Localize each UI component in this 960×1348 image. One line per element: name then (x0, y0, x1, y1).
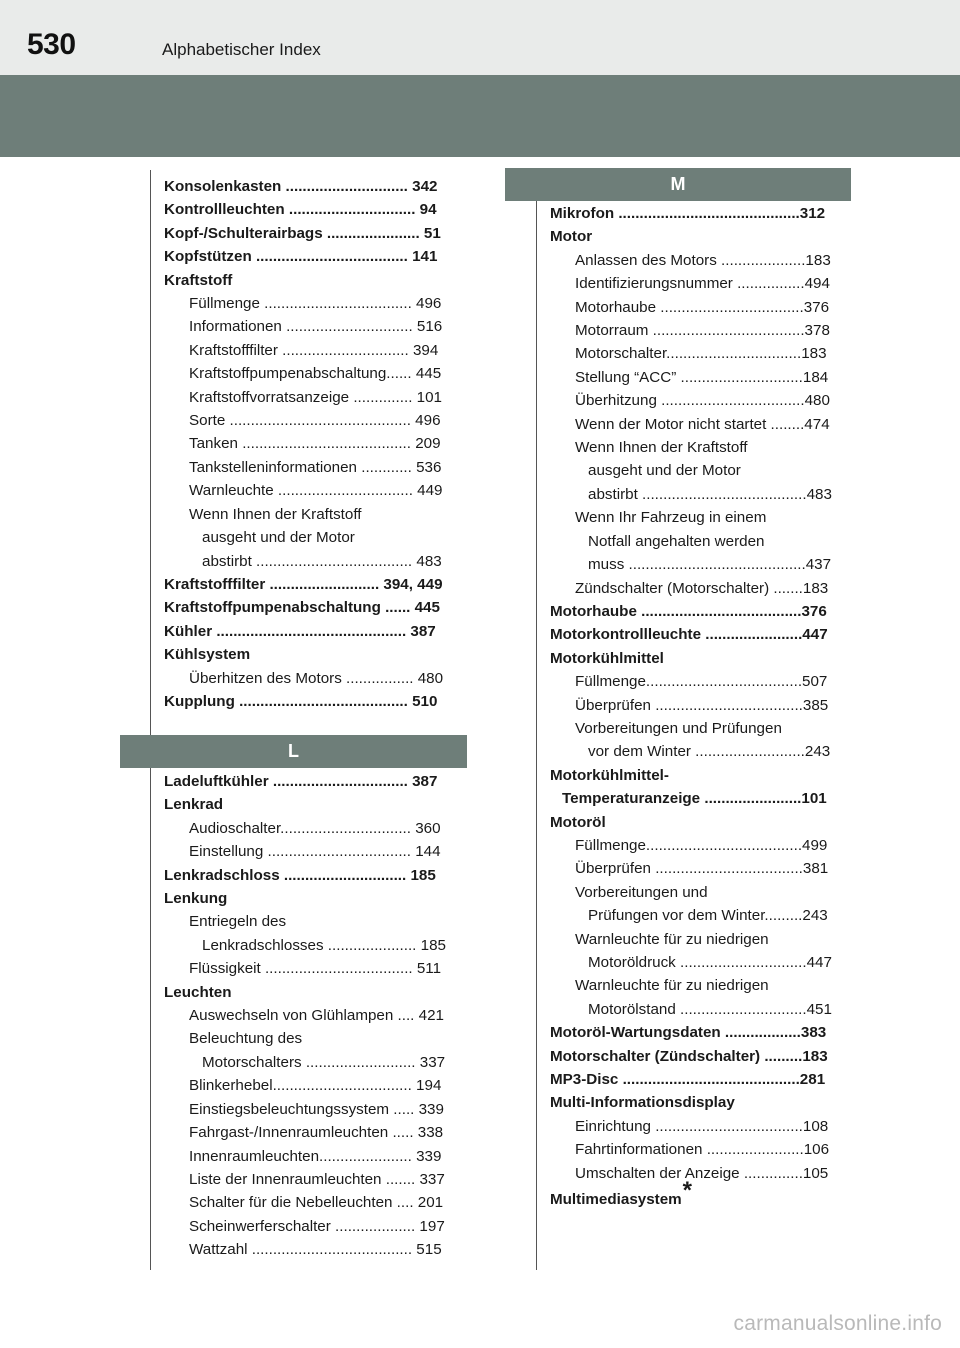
index-entry-text: abstirbt .......................................483 (588, 485, 832, 503)
index-entry-text: Schalter für die Nebelleuchten .... 201 (189, 1194, 444, 1212)
index-entry-sub (164, 1145, 467, 1168)
index-entry-sub (164, 957, 467, 980)
index-column-right (550, 202, 853, 1211)
index-entry-sub (550, 881, 853, 904)
index-entry-text: Notfall angehalten werden (588, 532, 765, 550)
index-entry-main (550, 787, 853, 810)
index-entry-text: MP3-Disc ..........................................281 (550, 1071, 826, 1089)
index-entry-main (550, 202, 853, 225)
index-entry-sub (164, 934, 467, 957)
index-entry-sub (164, 315, 467, 338)
index-entry-text: Vorbereitungen und (575, 883, 708, 901)
index-entry-text: Temperaturanzeige .......................101 (562, 790, 827, 808)
index-entry-sub (550, 436, 853, 459)
index-entry-main (164, 175, 467, 198)
index-entry-sub (550, 530, 853, 553)
index-entry-text: Tankstelleninformationen ............ 536 (189, 458, 442, 476)
index-entry-main (164, 643, 467, 666)
index-entry-text: Tanken ........................................ 209 (189, 435, 441, 453)
index-entry-text: Motorkühlmittel- (550, 766, 669, 784)
index-entry-text: Konsolenkasten ............................. 342 (164, 178, 438, 195)
index-entry-text: Mikrofon ...........................................312 (550, 205, 826, 222)
index-entry-text: Audioschalter............................... 360 (189, 819, 441, 837)
index-column-left-l (164, 770, 467, 1262)
index-entry-text: Auswechseln von Glühlampen .... 421 (189, 1007, 444, 1025)
index-entry-sub (164, 550, 467, 573)
index-entry-text: Kraftstofffilter .......................... 394, 449 (164, 575, 443, 593)
index-entry-text: Warnleuchte ................................ 449 (189, 482, 443, 500)
index-entry-text: Wattzahl ...................................... 515 (189, 1241, 442, 1259)
index-entry-sub (164, 386, 467, 409)
asterisk-note: * (682, 1177, 693, 1205)
section-letter-l: L (120, 735, 467, 768)
index-entry-text: Fahrtinformationen .......................106 (575, 1141, 830, 1159)
index-entry-main (550, 811, 853, 834)
index-entry-sub (164, 339, 467, 362)
index-entry-text: Flüssigkeit ................................... 511 (189, 960, 442, 978)
index-entry-text: Vorbereitungen und Prüfungen (575, 719, 782, 737)
index-entry-text: Motoröl (550, 813, 606, 831)
index-entry-sub (550, 319, 853, 342)
index-entry-main (550, 1091, 853, 1114)
watermark: carmanualsonline.info (733, 1312, 942, 1335)
index-column-left (164, 175, 467, 713)
index-entry-main (164, 269, 467, 292)
index-entry-text: Füllmenge ................................... 496 (189, 295, 442, 313)
right-divider (536, 170, 537, 1270)
index-entry-main (164, 596, 467, 619)
index-entry-text: Motorkühlmittel (550, 649, 664, 667)
index-entry-sub (550, 389, 853, 412)
index-entry-sub (550, 740, 853, 763)
index-entry-text: Kühlsystem (164, 646, 251, 664)
index-entry-main (550, 1045, 853, 1068)
index-entry-text: Lenkrad (164, 796, 224, 814)
index-entry-text: Wenn Ihnen der Kraftstoff (189, 505, 362, 523)
index-entry-main (164, 770, 467, 793)
index-entry-text: Wenn Ihnen der Kraftstoff (575, 439, 748, 457)
page-number: 530 (27, 28, 76, 61)
index-entry-text: Kontrollleuchten .............................. 94 (164, 201, 437, 219)
index-entry-text: Überhitzung ..................................480 (575, 392, 830, 410)
index-entry-main (550, 764, 853, 787)
index-entry-sub (550, 998, 853, 1021)
index-entry-sub (550, 857, 853, 880)
index-entry-text: Füllmenge.....................................507 (575, 673, 828, 691)
index-entry-sub (164, 840, 467, 863)
index-entry-text: Überhitzen des Motors ................ 480 (189, 669, 444, 687)
index-entry-sub (164, 292, 467, 315)
index-entry-text: Überprüfen ...................................385 (575, 696, 829, 714)
index-entry-text: abstirbt ..................................... 483 (202, 552, 442, 570)
index-entry-text: Kopf-/Schulterairbags ...................... 51 (164, 224, 441, 242)
index-entry-text: Motorschalters .......................... 337 (202, 1053, 446, 1071)
index-entry-sub (164, 1168, 467, 1191)
index-entry-sub (550, 459, 853, 482)
index-entry-sub (164, 456, 467, 479)
index-entry-sub (164, 409, 467, 432)
index-entry-text: vor dem Winter ..........................243 (588, 743, 831, 761)
index-entry-text: Motorraum ....................................378 (575, 322, 830, 340)
index-entry-text: Leuchten (164, 983, 232, 1001)
left-divider (150, 170, 151, 1270)
index-entry-main (164, 222, 467, 245)
index-entry-main (164, 690, 467, 713)
index-entry-text: Scheinwerferschalter ................... 197 (189, 1217, 445, 1235)
index-entry-text: Füllmenge.....................................499 (575, 836, 828, 854)
index-entry-sub (550, 296, 853, 319)
index-entry-sub (164, 1191, 467, 1214)
index-entry-sub (164, 432, 467, 455)
header-bar (0, 0, 960, 75)
index-entry-sub (164, 362, 467, 385)
index-entry-text: Motorhaube ......................................376 (550, 602, 827, 620)
index-entry-text: Liste der Innenraumleuchten ....... 337 (189, 1170, 445, 1188)
index-entry-text: Einstellung .................................. 144 (189, 843, 441, 861)
header-banner (0, 75, 960, 157)
index-entry-sub (164, 479, 467, 502)
index-entry-text: Innenraumleuchten...................... 339 (189, 1147, 442, 1165)
index-entry-text: Zündschalter (Motorschalter) .......183 (575, 579, 829, 597)
index-entry-text: Kraftstoff (164, 271, 233, 289)
index-entry-text: Kopfstützen .................................... 141 (164, 248, 438, 266)
index-entry-text: Multimediasystem (550, 1191, 682, 1209)
index-entry-text: Motoröldruck ..............................447 (588, 954, 832, 971)
index-entry-text: Kraftstofffilter .............................. 394 (189, 341, 439, 359)
index-entry-sub (550, 1115, 853, 1138)
index-entry-sub (550, 553, 853, 576)
index-entry-text: Kupplung ........................................ 510 (164, 692, 438, 710)
index-entry-sub (550, 904, 853, 927)
index-entry-main (550, 1068, 853, 1091)
index-entry-text: Kraftstoffvorratsanzeige .............. 101 (189, 388, 442, 406)
index-entry-sub (550, 413, 853, 436)
index-entry-text: Ladeluftkühler ................................ 387 (164, 773, 438, 790)
index-entry-text: Blinkerhebel................................. 194 (189, 1077, 442, 1095)
index-entry-text: Anlassen des Motors ....................183 (575, 251, 831, 269)
index-entry-text: Warnleuchte für zu niedrigen (575, 930, 769, 948)
index-entry-text: Motorschalter................................183 (575, 345, 827, 363)
index-entry-text: Einrichtung ...................................108 (575, 1117, 829, 1135)
index-entry-main (164, 245, 467, 268)
index-entry-sub (550, 951, 853, 974)
index-entry-text: Überprüfen ...................................381 (575, 860, 829, 878)
index-entry-text: Motor (550, 228, 593, 246)
index-entry-sub (550, 694, 853, 717)
index-entry-sub (550, 272, 853, 295)
index-entry-sub (550, 366, 853, 389)
index-entry-main (164, 620, 467, 643)
index-entry-main (550, 1177, 853, 1211)
page-title: Alphabetischer Index (162, 40, 321, 59)
index-entry-sub (550, 834, 853, 857)
index-entry-text: Sorte ........................................... 496 (189, 412, 441, 430)
index-entry-main (164, 887, 467, 910)
index-entry-text: Beleuchtung des (189, 1030, 303, 1048)
index-entry-text: Wenn Ihr Fahrzeug in einem (575, 509, 767, 527)
index-entry-text: Informationen .............................. 516 (189, 318, 443, 336)
index-entry-text: Lenkradschlosses ..................... 185 (202, 936, 446, 954)
index-entry-sub (164, 1051, 467, 1074)
index-entry-sub (550, 928, 853, 951)
index-entry-text: Motorhaube ..................................376 (575, 298, 830, 316)
index-entry-main (550, 600, 853, 623)
index-entry-text: Umschalten der Anzeige ..............105 (575, 1164, 829, 1182)
index-entry-sub (164, 526, 467, 549)
index-entry-sub (550, 1138, 853, 1161)
index-entry-text: ausgeht und der Motor (202, 529, 355, 547)
index-entry-sub (164, 1121, 467, 1144)
index-entry-text: Kühler ............................................. 387 (164, 622, 436, 640)
index-entry-text: Entriegeln des (189, 913, 287, 931)
index-entry-sub (550, 1162, 853, 1185)
index-entry-text: Fahrgast-/Innenraumleuchten ..... 338 (189, 1124, 444, 1142)
index-entry-main (164, 981, 467, 1004)
index-entry-text: Motorschalter (Zündschalter) .........183 (550, 1047, 828, 1065)
index-entry-main (164, 864, 467, 887)
index-entry-text: Kraftstoffpumpenabschaltung...... 445 (189, 365, 442, 383)
index-entry-main (550, 647, 853, 670)
index-entry-main (164, 198, 467, 221)
index-entry-text: Einstiegsbeleuchtungssystem ..... 339 (189, 1100, 444, 1118)
index-entry-main (164, 793, 467, 816)
index-entry-sub (164, 1215, 467, 1238)
index-entry-sub (550, 483, 853, 506)
index-entry-text: Warnleuchte für zu niedrigen (575, 977, 769, 995)
section-letter-m: M (505, 168, 851, 201)
index-entry-text: Prüfungen vor dem Winter.........243 (588, 907, 828, 925)
index-entry-sub (550, 506, 853, 529)
index-entry-sub (550, 342, 853, 365)
index-entry-text: ausgeht und der Motor (588, 462, 741, 480)
index-entry-sub (550, 670, 853, 693)
index-entry-text: Identifizierungsnummer ................494 (575, 275, 830, 293)
index-entry-sub (164, 817, 467, 840)
index-entry-sub (164, 1074, 467, 1097)
index-entry-sub (164, 667, 467, 690)
index-entry-text: Wenn der Motor nicht startet ........474 (575, 415, 830, 433)
index-entry-sub (164, 503, 467, 526)
index-entry-text: Lenkung (164, 890, 228, 908)
index-entry-text: Motorkontrollleuchte .......................447 (550, 626, 828, 644)
index-entry-sub (164, 910, 467, 933)
index-entry-sub (550, 974, 853, 997)
index-entry-sub (550, 577, 853, 600)
index-entry-main (550, 623, 853, 646)
index-entry-main (164, 573, 467, 596)
index-entry-text: Motoröl-Wartungsdaten ..................383 (550, 1024, 827, 1042)
index-entry-text: Multi-Informationsdisplay (550, 1094, 735, 1112)
index-entry-sub (550, 717, 853, 740)
index-entry-main (550, 1021, 853, 1044)
index-entry-sub (164, 1027, 467, 1050)
index-entry-text: Kraftstoffpumpenabschaltung ...... 445 (164, 599, 440, 617)
index-entry-text: Motorölstand ..............................451 (588, 1000, 832, 1018)
index-entry-text: Stellung “ACC” .............................184 (575, 368, 829, 386)
index-entry-text: muss ..........................................437 (588, 556, 832, 574)
index-entry-main (550, 225, 853, 248)
index-entry-text: Lenkradschloss ............................. 185 (164, 866, 436, 884)
index-entry-sub (164, 1004, 467, 1027)
index-entry-sub (164, 1238, 467, 1261)
index-entry-sub (550, 249, 853, 272)
index-entry-sub (164, 1098, 467, 1121)
